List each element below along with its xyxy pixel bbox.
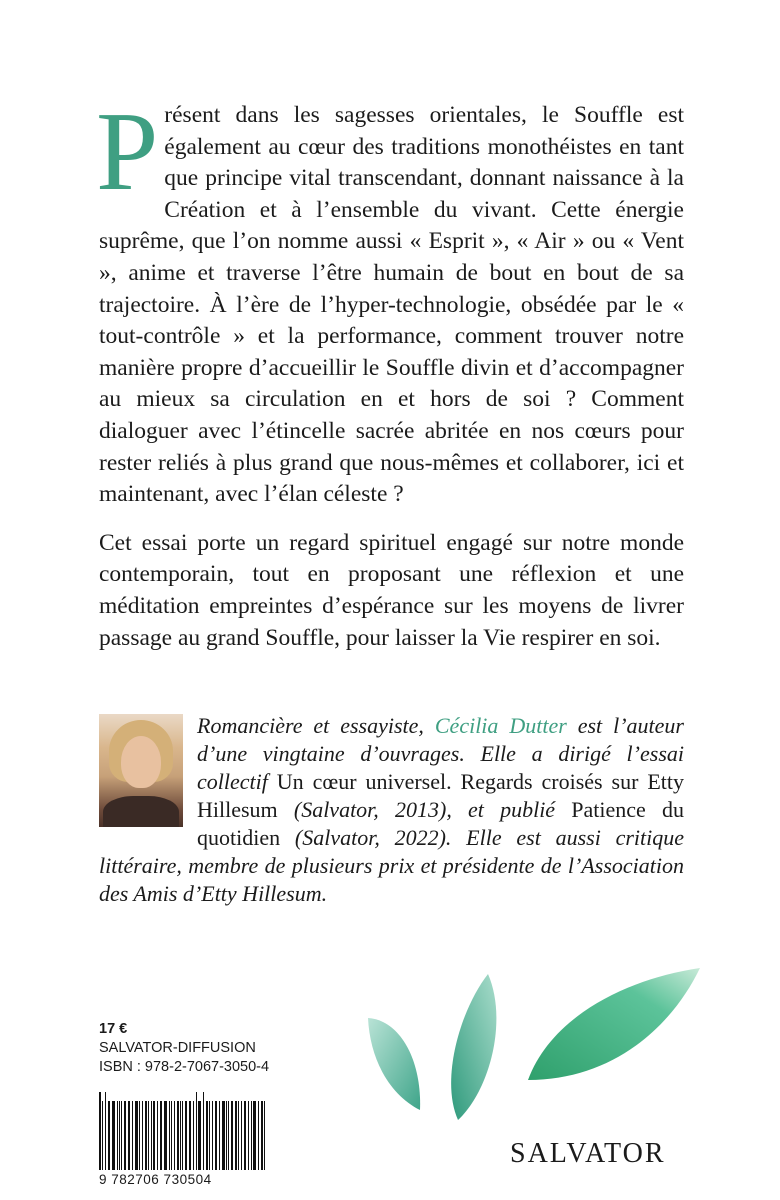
barcode-bar (139, 1101, 140, 1170)
barcode-bar (203, 1092, 204, 1170)
barcode-bar (215, 1101, 217, 1170)
barcode-bar (102, 1101, 103, 1170)
barcode-bar (142, 1101, 143, 1170)
barcode-bar (148, 1101, 149, 1170)
barcode-bar (160, 1101, 162, 1170)
barcode-bar (182, 1101, 183, 1170)
barcode-bar (117, 1101, 118, 1170)
barcode-bar (105, 1092, 106, 1170)
book-title-2: Patience du quotidien (197, 797, 684, 850)
barcode-bar (153, 1101, 155, 1170)
barcode-bar (193, 1101, 194, 1170)
barcode-bar (135, 1101, 138, 1170)
barcode-bar (196, 1092, 197, 1170)
barcode-bar (248, 1101, 249, 1170)
barcode-bars (99, 1092, 269, 1170)
author-name: Cécilia Dutter (434, 713, 567, 738)
barcode-bar (244, 1101, 246, 1170)
book-title-1: Un cœur universel. Regards croisés sur Etty Hillesum (197, 769, 684, 822)
barcode-bar (264, 1101, 265, 1170)
barcode-bar (164, 1101, 167, 1170)
barcode-bar (185, 1101, 187, 1170)
summary-paragraph-1-text: résent dans les sagesses orientales, le Souffle est également au cœur des traditions monothéistes en tant que principe vital transcendant, donnant naissance à la Création et à l’ensemble du vivant. Cette énergie suprême, que l’on nomme aussi « Esprit », « Air » ou « Vent », anime et traverse l’être humain de bout en bout de sa trajectoire. À l’ère de l’hyper-technologie, obsédée par le « tout-contrôle » et la performance, comment trouver notre manière propre d’accueillir le Souffle divin et d’accompagner au mieux sa circulation en et hors de soi ? Comment dialoguer avec l’étincelle sacrée abritée en nos cœurs pour rester reliés à plus grand que nous-mêmes et collaborer, ici et maintenant, avec l’élan céleste ? (99, 102, 684, 508)
barcode-bar (231, 1101, 233, 1170)
barcode-bar (121, 1101, 122, 1170)
leaf-left (368, 1018, 420, 1110)
drop-cap-letter: P (96, 90, 159, 214)
author-photo (99, 714, 183, 827)
publisher-logo: SALVATOR (510, 1138, 666, 1169)
barcode-bar (108, 1101, 110, 1170)
leaf-middle (451, 974, 496, 1120)
bio-part-2: (Salvator, 2013), et publié (277, 797, 572, 822)
barcode-bar (119, 1101, 120, 1170)
author-bio (99, 712, 684, 908)
barcode-bar (219, 1101, 220, 1170)
barcode-digits: 9 782706 730504 (99, 1172, 212, 1187)
barcode-bar (258, 1101, 259, 1170)
barcode-bar (228, 1101, 229, 1170)
barcode-bar (189, 1101, 191, 1170)
barcode-bar (206, 1101, 208, 1170)
barcode-bar (261, 1101, 263, 1170)
price-label: 17 € (99, 1021, 128, 1037)
barcode-bar (238, 1101, 239, 1170)
barcode-bar (235, 1101, 237, 1170)
barcode-bar (112, 1101, 115, 1170)
barcode-bar (226, 1101, 227, 1170)
barcode-bar (198, 1101, 201, 1170)
barcode-bar (99, 1092, 101, 1170)
barcode-bar (251, 1101, 252, 1170)
barcode-bar (180, 1101, 181, 1170)
barcode-bar (177, 1101, 179, 1170)
barcode-bar (132, 1101, 133, 1170)
barcode-bar (209, 1101, 210, 1170)
barcode-bar (169, 1101, 170, 1170)
barcode-bar (151, 1101, 152, 1170)
barcode-bar (222, 1101, 225, 1170)
barcode-bar (212, 1101, 213, 1170)
summary-paragraph-2: Cet essai porte un regard spirituel engagé sur notre monde contemporain, tout en proposant une réflexion et une méditation empreintes d’espérance sur les moyens de livrer passage au grand Souffle, pour laisser la Vie respirer en soi. (99, 529, 684, 651)
barcode-bar (128, 1101, 130, 1170)
summary-paragraph-1 (96, 90, 684, 511)
bio-part-3: (Salvator, 2022). Elle est aussi critique littéraire, membre de plusieurs prix et présidente de l’Association des Amis d’Etty Hillesum. (99, 825, 684, 906)
author-bio-text (99, 712, 684, 908)
barcode-bar (145, 1101, 147, 1170)
barcode-bar (171, 1101, 172, 1170)
barcode-bar (253, 1101, 256, 1170)
barcode-bar (124, 1101, 126, 1170)
barcode-bar (241, 1101, 242, 1170)
leaf-right (528, 968, 700, 1080)
bio-intro: Romancière et essayiste, (197, 713, 435, 738)
back-cover-summary (96, 90, 684, 654)
distributor-label: SALVATOR-DIFFUSION (99, 1040, 256, 1056)
book-info (99, 1020, 269, 1077)
bio-part-1: est l’auteur d’une vingtaine d’ouvrages. Elle a dirigé l’essai collectif (197, 713, 684, 794)
barcode-bar (157, 1101, 158, 1170)
isbn-label: ISBN : 978-2-7067-3050-4 (99, 1059, 270, 1075)
barcode-bar (174, 1101, 175, 1170)
leaves-illustration (360, 960, 720, 1160)
barcode (99, 1092, 269, 1187)
